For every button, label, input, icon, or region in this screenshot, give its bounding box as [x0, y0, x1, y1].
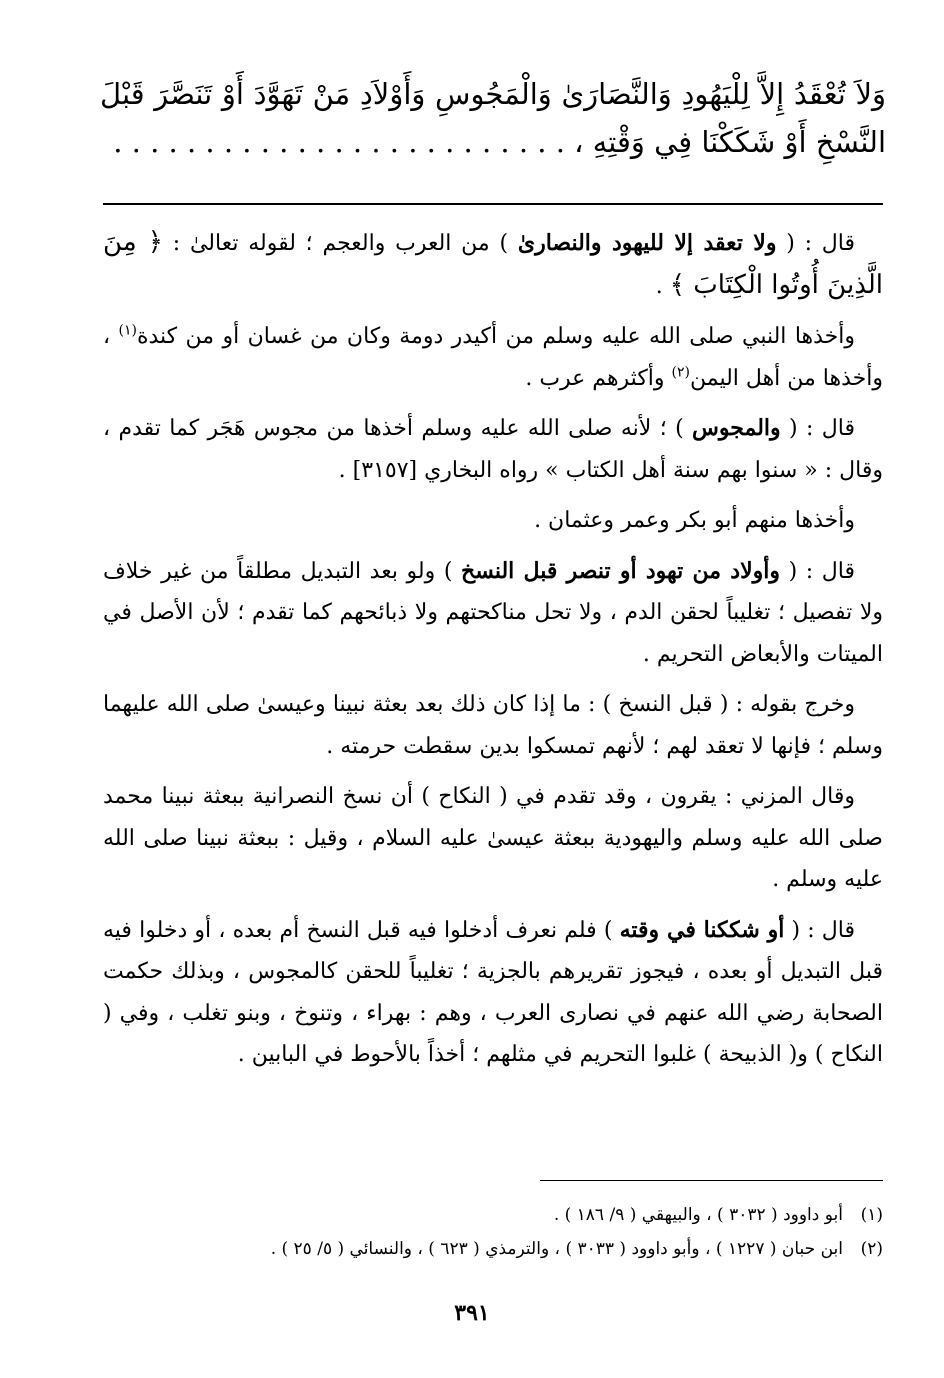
paragraph-4: وأخذها منهم أبو بكر وعمر وعثمان . [534, 508, 855, 533]
matn-quote: أو شككنا في وقته [619, 916, 785, 943]
paragraph-5: قال : ( وأولاد من تهود أو تنصر قبل النسخ ) ولو بعد التبديل مطلقاً من غير خلاف ولا تفصيل ؛ تغليباً لحقن الدم ، ولا تحل مناكحتهم ولا ذبائحهم كما تقدم ؛ لأن الأصل في الميتات والأبعاض التحريم . [103, 557, 883, 667]
matn-quote: والمجوس [692, 415, 781, 441]
footnote-2 [103, 1232, 883, 1266]
matn-quote: ولا تعقد إلا لليهود والنصارىٰ [517, 230, 777, 256]
footnote-ref-1[interactable]: (١) [118, 322, 137, 339]
paragraph-1: قال : ( ولا تعقد إلا لليهود والنصارىٰ ) من العرب والعجم ؛ لقوله تعالىٰ : ﴿ مِنَ الَّذِينَ أُوتُوا الْكِتَابَ ﴾ . [103, 227, 883, 300]
footnote-text: أبو داوود ( ٣٠٣٢ ) ، والبيهقي ( ٩/ ١٨٦ ) . [553, 1205, 843, 1225]
commentary [103, 222, 883, 1085]
paragraph-6: وخرج بقوله : ( قبل النسخ ) : ما إذا كان ذلك بعد بعثة نبينا وعيسىٰ صلى الله عليهما وسلم ؛ فإنها لا تعقد لهم ؛ لأنهم تمسكوا بدين سقطت حرمته . [103, 692, 883, 759]
matn-divider [103, 203, 883, 205]
footnote-1 [103, 1198, 883, 1232]
paragraph-3: قال : ( والمجوس ) ؛ لأنه صلى الله عليه وسلم أخذها من مجوس هَجَر كما تقدم ، وقال : « سنوا بهم سنة أهل الكتاب » رواه البخاري [٣١٥٧] . [103, 415, 883, 483]
paragraph-8: قال : ( أو شككنا في وقته ) فلم نعرف أدخلوا فيه قبل النسخ أم بعده ، أو دخلوا فيه قبل التبديل أو بعده ، فيجوز تقريرهم بالجزية ؛ تغليباً للحقن كالمجوس ، وبذلك حكمت الصحابة رضي الله عنهم في نصارى العرب ، وهم : بهراء ، وتنوخ ، وبنو تغلب ، وفي ( النكاح ) و( الذبيحة ) غلبوا التحريم في مثلهم ؛ أخذاً بالأحوط في البابين . [103, 916, 883, 1067]
matn-text: وَلاَ تُعْقَدُ إِلاَّ لِلْيَهُودِ وَالنَّصَارَىٰ وَالْمَجُوسِ وَأَوْلاَدِ مَنْ تَهَوَّدَ أَوْ تَنَصَّرَ قَبْلَ النَّسْخِ أَوْ شَكَكْنَا فِي وَقْتِهِ ، . . . . . . . . . . . . . . . . . . . . . . . . . [100, 77, 886, 159]
paragraph-7: وقال المزني : يقرون ، وقد تقدم في ( النكاح ) أن نسخ النصرانية ببعثة نبينا محمد صلى الله عليه وسلم واليهودية ببعثة عيسىٰ عليه السلام ، وقيل : ببعثة نبينا صلى الله عليه وسلم . [103, 784, 883, 892]
footnote-text: ابن حبان ( ١٢٢٧ ) ، وأبو داوود ( ٣٠٣٣ ) ، والترمذي ( ٦٢٣ ) ، والنسائي ( ٥/ ٢٥ ) . [270, 1239, 843, 1259]
footnote-ref-2[interactable]: (٢) [671, 364, 690, 381]
page-number: ٣٩١ [454, 1300, 490, 1326]
footnote-number: (١) [860, 1205, 883, 1225]
matn-quote: وأولاد من تهود أو تنصر قبل النسخ [461, 557, 781, 584]
quran-verse: ﴿ مِنَ الَّذِينَ أُوتُوا الْكِتَابَ ﴾ [103, 227, 883, 300]
footnote-number: (٢) [860, 1239, 883, 1259]
footnotes [103, 1198, 883, 1266]
paragraph-2: وأخذها النبي صلى الله عليه وسلم من أكيدر دومة وكان من غسان أو من كندة$^{(١)}$ ، وأخذها من أهل اليمن$^{(٢)}$ وأكثرهم عرب . [103, 322, 883, 391]
footnote-divider [540, 1180, 883, 1181]
